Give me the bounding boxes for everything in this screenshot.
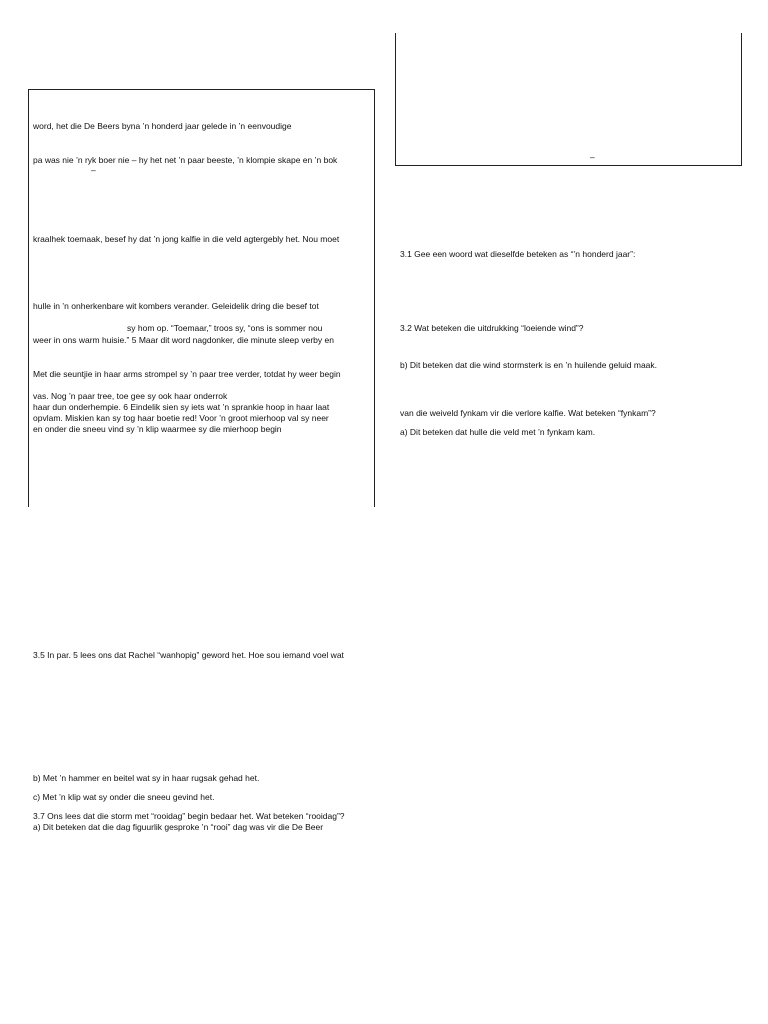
answer-3-6-c: c) Met ’n klip wat sy onder die sneeu gevind het.: [33, 792, 215, 802]
question-3-5: 3.5 In par. 5 lees ons dat Rachel “wanhopig” geword het. Hoe sou iemand voel wat: [33, 650, 344, 660]
passage-line: sy hom op. “Toemaar,” troos sy, “ons is sommer nou: [127, 323, 323, 333]
passage-frame: [28, 89, 375, 507]
question-3-2: 3.2 Wat beteken die uitdrukking “loeiende wind”?: [400, 323, 584, 333]
top-box-dash: –: [590, 152, 595, 162]
answer-3-3-a: a) Dit beteken dat hulle die veld met ’n fynkam kam.: [400, 427, 596, 437]
passage-line: hulle in ’n onherkenbare wit kombers verander. Geleidelik dring die besef tot: [33, 301, 319, 311]
answer-3-2-b: b) Dit beteken dat die wind stormsterk is en ’n huilende geluid maak.: [400, 360, 658, 370]
answer-3-6-b: b) Met ’n hammer en beitel wat sy in haar rugsak gehad het.: [33, 773, 260, 783]
question-3-3: van die weiveld fynkam vir die verlore kalfie. Wat beteken “fynkam”?: [400, 408, 656, 418]
top-right-frame: [395, 33, 742, 166]
passage-line: pa was nie ’n ryk boer nie – hy het net ’n paar beeste, ’n klompie skape en ’n bok: [33, 155, 338, 165]
passage-line: kraalhek toemaak, besef hy dat ’n jong kalfie in die veld agtergebly het. Nou moet: [33, 234, 340, 244]
passage-line: word, het die De Beers byna ’n honderd jaar gelede in ’n eenvoudige: [33, 121, 292, 131]
passage-line: weer in ons warm huisie.” 5 Maar dit word nagdonker, die minute sleep verby en: [33, 335, 334, 345]
passage-dash: –: [91, 165, 96, 175]
question-3-7: 3.7 Ons lees dat die storm met “rooidag” begin bedaar het. Wat beteken “rooidag”? a) Dit beteken dat die dag figuurlik gesproke ’n “rooi” dag was vir die De Beer: [33, 811, 345, 832]
question-3-1: 3.1 Gee een woord wat dieselfde beteken as “’n honderd jaar”:: [400, 249, 636, 259]
passage-line: Met die seuntjie in haar arms strompel sy ’n paar tree verder, totdat hy weer begin: [33, 369, 341, 379]
passage-paragraph: vas. Nog ’n paar tree, toe gee sy ook haar onderrok haar dun onderhempie. 6 Eindelik sien sy iets wat ’n sprankie hoop in haar laat opvlam. Miskien kan sy tog haar boetie red! Voor ’n groot mierhoop val sy neer en onder die sneeu vind sy ’n klip waarmee sy die mierhoop begin: [33, 391, 330, 434]
